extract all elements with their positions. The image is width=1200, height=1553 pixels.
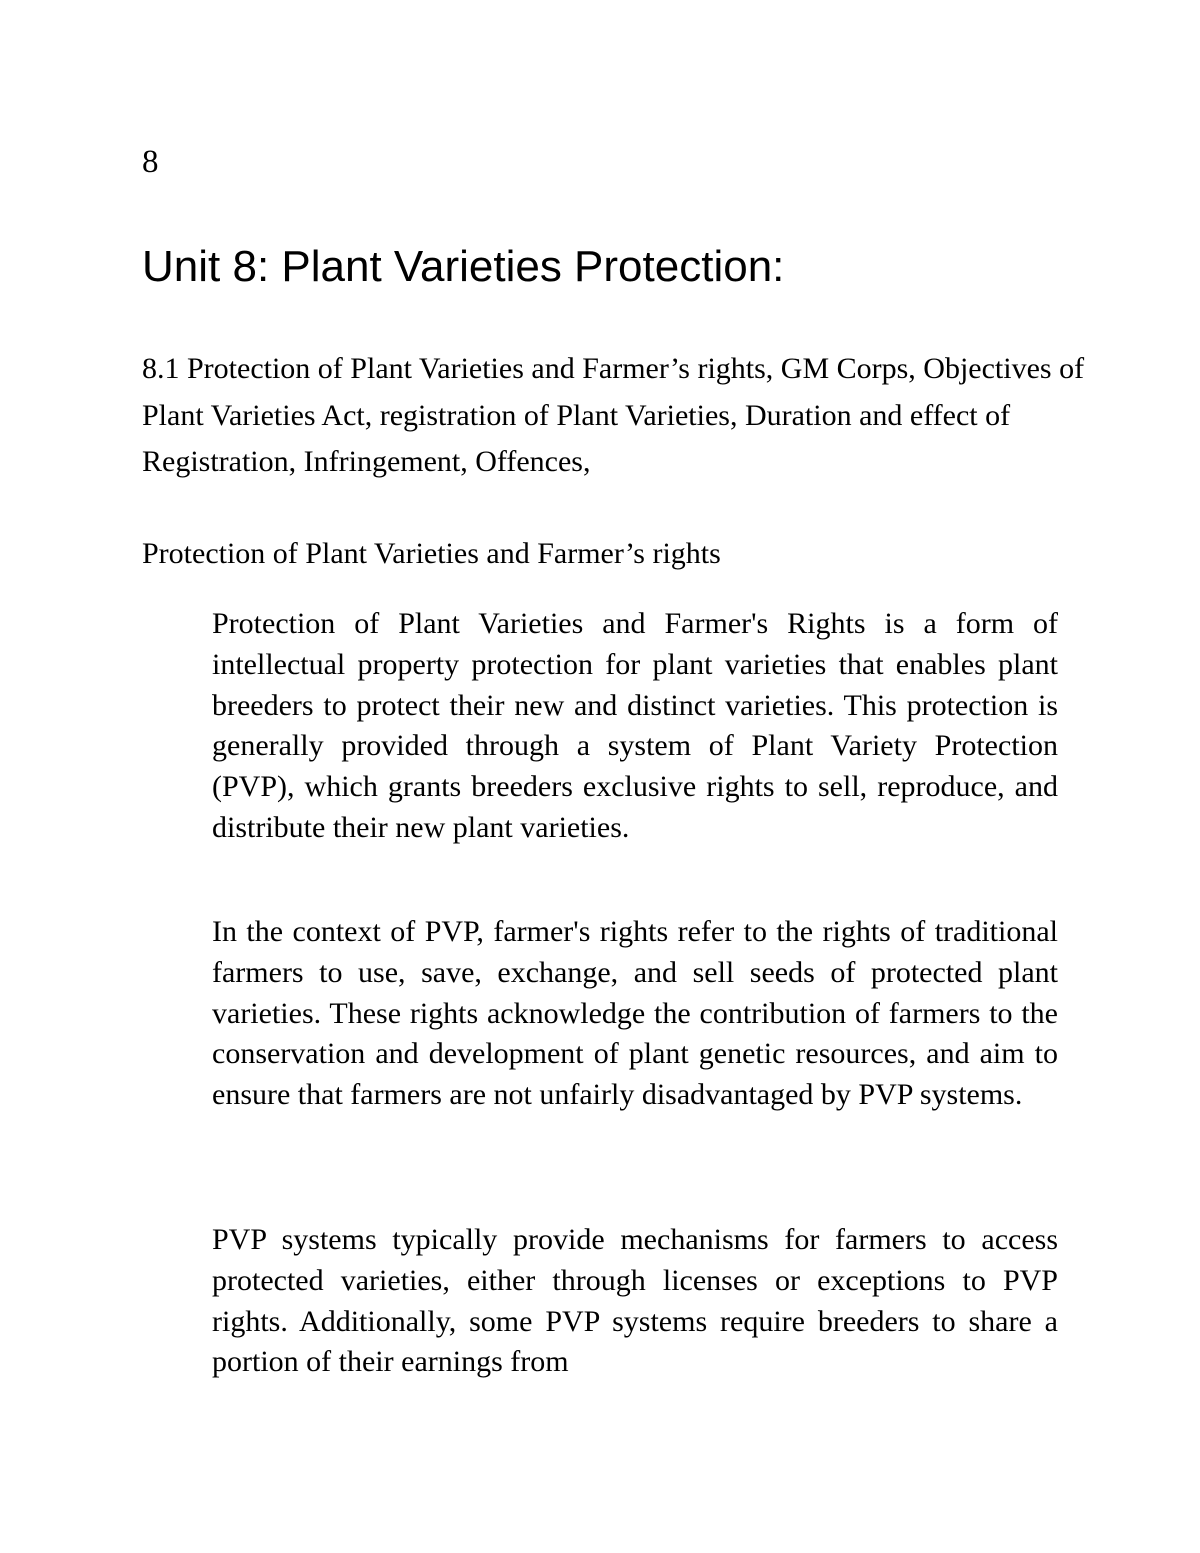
unit-title: Unit 8: Plant Varieties Protection: (142, 242, 785, 291)
body-paragraph-1: Protection of Plant Varieties and Farmer's Rights is a form of intellectual property protection for plant varieties that enables plant breeders to protect their new and distinct varieties. This protection is generally provided through a system of Plant Variety Protection (PVP), which grants breeders exclusive rights to sell, reproduce, and distribute their new plant varieties. (212, 607, 1058, 844)
body-paragraph-2: In the context of PVP, farmer's rights refer to the rights of traditional farmers to use, save, exchange, and sell seeds of protected plant varieties. These rights acknowledge the contribution of farmers to the conservation and development of plant genetic resources, and aim to ensure that farmers are not unfairly disadvantaged by PVP systems. (212, 915, 1058, 1112)
section-heading: Protection of Plant Varieties and Farmer’s rights (142, 537, 721, 570)
topics-list: 8.1 Protection of Plant Varieties and Farmer’s rights, GM Corps, Objectives of Plant Varieties Act, registration of Plant Varieties, Duration and effect of Registration, Infringement, Offences, (142, 352, 1085, 478)
body-paragraph-3: PVP systems typically provide mechanisms for farmers to access protected varieties, either through licenses or exceptions to PVP rights. Additionally, some PVP systems require breeders to share a portion of their earnings from (212, 1223, 1058, 1379)
page-number: 8 (142, 144, 159, 180)
